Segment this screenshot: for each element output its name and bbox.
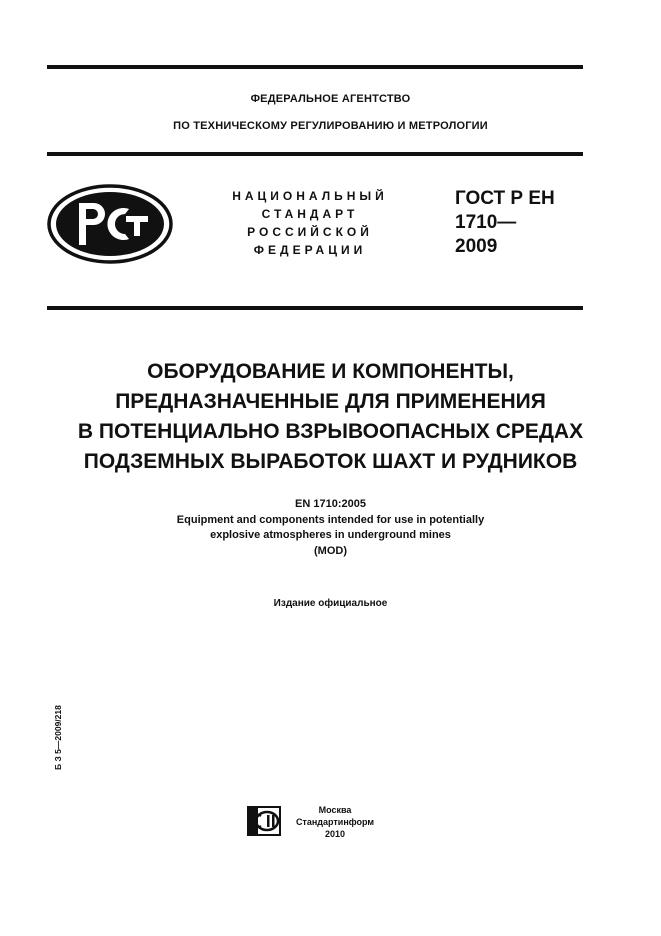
designation-line: 2009 [455,236,498,257]
publisher-name: Стандартинформ [295,817,375,827]
standard-type [215,187,405,259]
publisher-block [290,804,380,840]
standard-type-line: ФЕДЕРАЦИИ [253,243,367,257]
title-line: В ПОТЕНЦИАЛЬНО ВЗРЫВООПАСНЫХ СРЕДАХ [77,420,584,443]
top-rule [47,65,583,69]
designation-line: 1710— [455,212,517,233]
side-note: Б З 5—2009/218 [53,705,63,770]
en-title-line-2: explosive atmospheres in underground mines [210,529,451,541]
standard-type-line: РОССИЙСКОЙ [247,225,373,239]
standard-type-line: СТАНДАРТ [261,207,359,221]
standartinform-logo [247,806,281,836]
en-reference [0,497,661,559]
en-title-line-1: Equipment and components intended for use in potentially [176,513,485,526]
agency-line-1: ФЕДЕРАЛЬНОЕ АГЕНТСТВО [250,93,411,105]
designation-line: ГОСТ Р ЕН [455,188,555,209]
publisher-city: Москва [318,805,352,815]
title-divider-rule [47,306,583,310]
publisher-year: 2010 [324,829,346,839]
agency-line-2: ПО ТЕХНИЧЕСКОМУ РЕГУЛИРОВАНИЮ И МЕТРОЛОГИИ [173,120,488,132]
title-line: ПРЕДНАЗНАЧЕННЫЕ ДЛЯ ПРИМЕНЕНИЯ [115,390,546,413]
en-mod: (MOD) [314,544,347,557]
standard-designation [455,187,555,259]
document-title [0,357,661,477]
title-line: ПОДЗЕМНЫХ ВЫРАБОТОК ШАХТ И РУДНИКОВ [83,450,578,473]
header-divider-rule [47,152,583,156]
standard-type-line: НАЦИОНАЛЬНЫЙ [232,189,388,203]
edition-label: Издание официальное [273,598,388,609]
en-code: EN 1710:2005 [295,498,366,510]
rst-logo [46,183,174,265]
title-line: ОБОРУДОВАНИЕ И КОМПОНЕНТЫ, [147,360,514,383]
